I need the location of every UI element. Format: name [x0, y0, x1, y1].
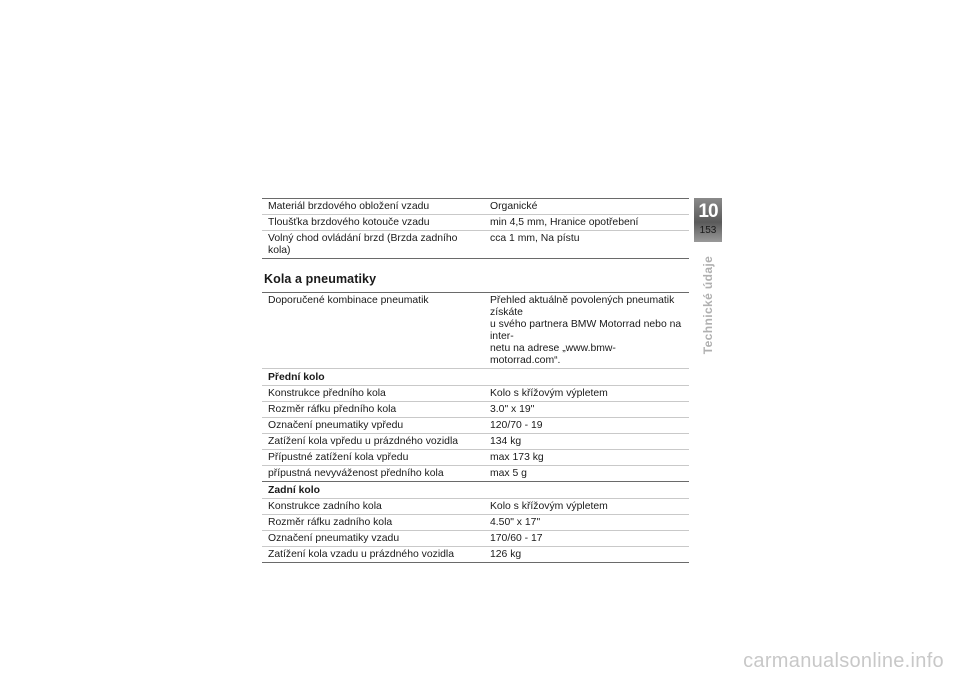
table-row — [262, 402, 689, 418]
spec-value: max 173 kg — [474, 450, 689, 466]
subsection-heading: Přední kolo — [262, 369, 689, 386]
spec-label: Tloušťka brzdového kotouče vzadu — [262, 215, 474, 231]
spec-label: Volný chod ovládání brzd (Brzda zadního kola) — [262, 231, 474, 259]
spec-value: cca 1 mm, Na pístu — [474, 231, 689, 259]
spec-value: 126 kg — [474, 547, 689, 563]
chapter-number: 10 — [698, 201, 718, 222]
spec-value: 170/60 - 17 — [474, 531, 689, 547]
table-row — [262, 466, 689, 482]
subsection-heading-row — [262, 369, 689, 386]
table-row — [262, 531, 689, 547]
chapter-tab — [694, 198, 722, 242]
spec-label: Zatížení kola vzadu u prázdného vozidla — [262, 547, 474, 563]
spec-label: Přípustné zatížení kola vpředu — [262, 450, 474, 466]
recommendation-line: u svého partnera BMW Motorrad nebo na inter- — [490, 319, 682, 342]
table-row — [262, 499, 689, 515]
watermark: carmanualsonline.info — [743, 650, 944, 672]
chapter-side-label: Technické údaje — [701, 255, 715, 355]
spec-label: Zatížení kola vpředu u prázdného vozidla — [262, 434, 474, 450]
spec-value: Organické — [474, 199, 689, 215]
table-row — [262, 231, 689, 259]
spec-label: přípustná nevyváženost předního kola — [262, 466, 474, 482]
spec-value: min 4,5 mm, Hranice opotřebení — [474, 215, 689, 231]
table-row — [262, 515, 689, 531]
table-row — [262, 450, 689, 466]
section-title: Kola a pneumatiky — [264, 272, 377, 286]
spec-label: Materiál brzdového obložení vzadu — [262, 199, 474, 215]
table-row — [262, 418, 689, 434]
spec-value: 134 kg — [474, 434, 689, 450]
subsection-heading-row — [262, 482, 689, 499]
spec-label: Označení pneumatiky vzadu — [262, 531, 474, 547]
spec-value: max 5 g — [474, 466, 689, 482]
brake-spec-table — [262, 198, 689, 259]
spec-label: Rozměr ráfku zadního kola — [262, 515, 474, 531]
table-row — [262, 199, 689, 215]
table-row — [262, 293, 689, 369]
spec-value: 120/70 - 19 — [474, 418, 689, 434]
spec-value: Kolo s křížovým výpletem — [474, 386, 689, 402]
recommendation-line: netu na adrese „www.bmw-motorrad.com“. — [490, 343, 616, 366]
subsection-heading: Zadní kolo — [262, 482, 689, 499]
recommendation-line: Přehled aktuálně povolených pneumatik získáte — [490, 295, 675, 318]
spec-label: Konstrukce předního kola — [262, 386, 474, 402]
spec-label: Rozměr ráfku předního kola — [262, 402, 474, 418]
spec-value: Kolo s křížovým výpletem — [474, 499, 689, 515]
spec-label: Konstrukce zadního kola — [262, 499, 474, 515]
page-number: 153 — [699, 225, 717, 236]
wheels-spec-table — [262, 292, 689, 563]
spec-value: 3.0" x 19" — [474, 402, 689, 418]
spec-label: Označení pneumatiky vpředu — [262, 418, 474, 434]
spec-value — [474, 293, 689, 369]
table-row — [262, 215, 689, 231]
spec-label: Doporučené kombinace pneumatik — [262, 293, 474, 369]
spec-value: 4.50" x 17" — [474, 515, 689, 531]
spec-content — [262, 198, 689, 563]
table-row — [262, 547, 689, 563]
table-row — [262, 434, 689, 450]
table-row — [262, 386, 689, 402]
